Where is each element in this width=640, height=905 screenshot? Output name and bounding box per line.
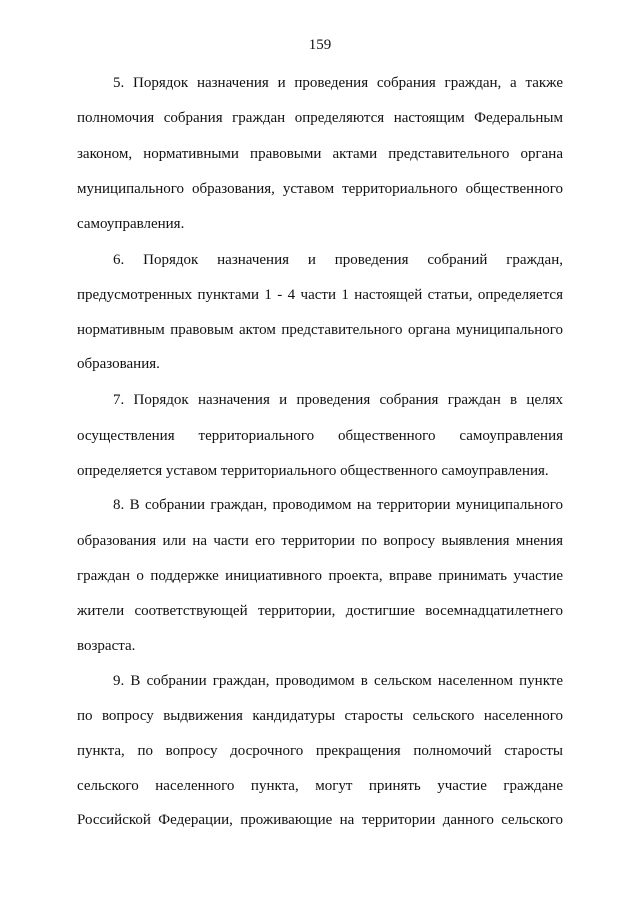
paragraph-6-line-2: предусмотренных пунктами 1 - 4 части 1 настоящей статьи, определяется	[77, 287, 563, 303]
paragraph-7-line-2: осуществления территориального общественного самоуправления	[77, 428, 563, 444]
paragraph-7-line-1: 7. Порядок назначения и проведения собрания граждан в целях	[113, 392, 563, 408]
paragraph-8-line-1: 8. В собрании граждан, проводимом на территории муниципального	[113, 497, 563, 513]
paragraph-9-line-3: пункта, по вопросу досрочного прекращения полномочий старосты	[77, 743, 563, 759]
paragraph-9-line-4: сельского населенного пункта, могут принять участие граждане	[77, 778, 563, 794]
paragraph-8-line-4: жители соответствующей территории, достигшие восемнадцатилетнего	[77, 603, 563, 619]
paragraph-5-line-5: самоуправления.	[77, 216, 185, 232]
paragraph-9-line-5: Российской Федерации, проживающие на территории данного сельского	[77, 812, 563, 828]
page-number: 159	[308, 37, 332, 53]
paragraph-5-line-3: законом, нормативными правовыми актами представительного органа	[77, 146, 563, 162]
paragraph-7-line-3: определяется уставом территориального общественного самоуправления.	[77, 463, 549, 479]
paragraph-8-line-2: образования или на части его территории по вопросу выявления мнения	[77, 533, 563, 549]
paragraph-8-line-3: граждан о поддержке инициативного проекта, вправе принимать участие	[77, 568, 563, 584]
paragraph-5-line-4: муниципального образования, уставом территориального общественного	[77, 181, 563, 197]
paragraph-5-line-2: полномочия собрания граждан определяются настоящим Федеральным	[77, 110, 563, 126]
paragraph-9-line-1: 9. В собрании граждан, проводимом в сельском населенном пункте	[113, 673, 563, 689]
paragraph-6-line-4: образования.	[77, 356, 160, 372]
paragraph-6-line-3: нормативным правовым актом представительного органа муниципального	[77, 322, 563, 338]
paragraph-8-line-5: возраста.	[77, 638, 136, 654]
paragraph-9-line-2: по вопросу выдвижения кандидатуры старосты сельского населенного	[77, 708, 563, 724]
paragraph-5-line-1: 5. Порядок назначения и проведения собрания граждан, а также	[113, 75, 563, 91]
paragraph-6-line-1: 6. Порядок назначения и проведения собраний граждан,	[113, 252, 563, 268]
